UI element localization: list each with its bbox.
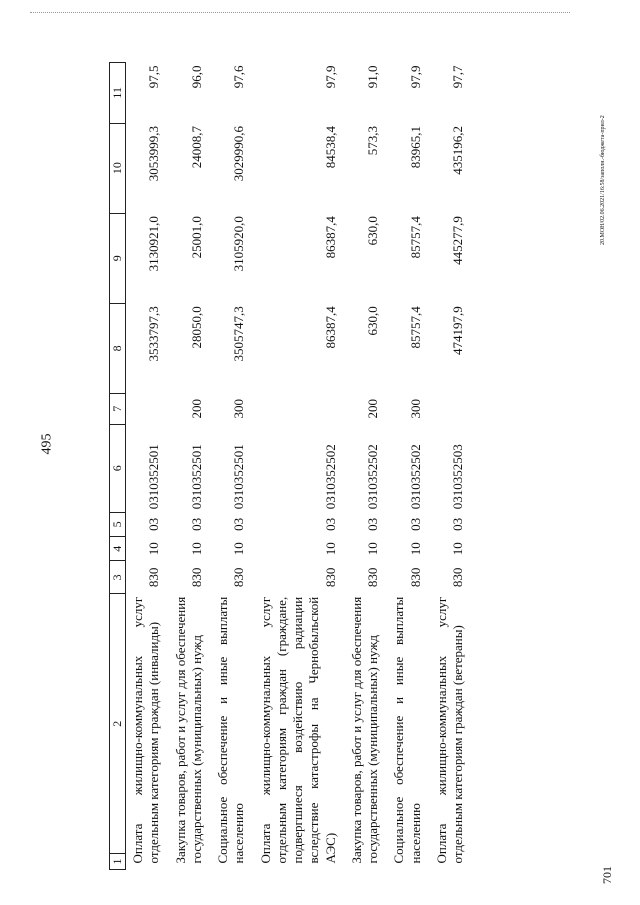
- header-cell: 8: [110, 303, 126, 393]
- row-name: Оплата жилищно-коммунальных услуг отдельным категориям граждан (ветераны): [433, 596, 465, 864]
- cell-value-8: 86387,4: [322, 306, 338, 349]
- header-row: [110, 63, 126, 870]
- cell-value-10: 84538,4: [322, 126, 338, 169]
- row-name: Социальное обеспечение и иные выплаты населению: [215, 596, 247, 864]
- header-cell: 9: [110, 213, 126, 303]
- cell-value-10: 83965,1: [407, 126, 423, 169]
- cell-percent: 96,0: [188, 65, 204, 89]
- cell-subsection: 03: [407, 517, 423, 531]
- cell-value-8: 474197,9: [450, 306, 465, 356]
- cell-expense-type: 300: [231, 399, 247, 419]
- header-cell: 6: [110, 424, 126, 512]
- cell-expense-type: [252, 393, 343, 424]
- cell-value-9: 86387,4: [322, 216, 338, 259]
- cell-percent: 97,6: [231, 65, 247, 89]
- cell-value-10: 24008,7: [188, 126, 204, 169]
- table-row: [167, 63, 210, 870]
- row-name: Оплата жилищно-коммунальных услуг отдельным категориям граждан (граждане, подвергшиеся воздействию радиации вследствие катастрофы на Чернобыльской АЭС): [257, 596, 338, 864]
- header-cell: 3: [110, 561, 126, 594]
- cell-target-article: 0310352502: [365, 444, 380, 510]
- cell-subsection: 03: [146, 517, 162, 531]
- cell-ministry: 830: [231, 567, 247, 588]
- table-row: [252, 63, 343, 870]
- corner-number: 701: [600, 866, 614, 884]
- cell-ministry: 830: [322, 567, 338, 588]
- table-row: [385, 63, 428, 870]
- cell-value-9: 25001,0: [188, 216, 204, 259]
- table-row: [428, 63, 471, 870]
- row-name: Закупка товаров, работ и услуг для обеспечения государственных (муниципальных) нужд: [348, 596, 380, 864]
- cell-value-10: 3029990,6: [231, 126, 247, 182]
- budget-table: [109, 62, 470, 870]
- cell-percent: 91,0: [365, 65, 380, 89]
- cell-value-8: 630,0: [365, 306, 380, 336]
- cell-expense-type: 300: [407, 399, 423, 419]
- cell-percent: 97,9: [407, 65, 423, 89]
- cell-target-article: 0310352501: [231, 444, 247, 510]
- cell-section: 10: [188, 542, 204, 556]
- header-cell: 7: [110, 393, 126, 424]
- row-name: Закупка товаров, работ и услуг для обеспечения государственных (муниципальных) нужд: [172, 596, 204, 864]
- cell-value-8: 3505747,3: [231, 306, 247, 362]
- cell-target-article: 0310352501: [146, 444, 162, 510]
- cell-ministry: 830: [188, 567, 204, 588]
- table-row: [209, 63, 252, 870]
- cell-ministry: 830: [450, 567, 465, 588]
- row-name: Социальное обеспечение и иные выплаты населению: [391, 596, 423, 864]
- cell-value-8: 28050,0: [188, 306, 204, 349]
- header-cell: 4: [110, 537, 126, 561]
- header-cell: 10: [110, 123, 126, 213]
- cell-ministry: 830: [407, 567, 423, 588]
- cell-target-article: 0310352502: [407, 444, 423, 510]
- table-row: [343, 63, 386, 870]
- cell-value-10: 3053999,3: [146, 126, 162, 182]
- cell-section: 10: [407, 542, 423, 556]
- row-name: Оплата жилищно-коммунальных услуг отдельным категориям граждан (инвалиды): [130, 596, 162, 864]
- cell-value-9: 3105920,0: [231, 216, 247, 272]
- cell-percent: 97,7: [450, 65, 465, 89]
- scan-noise-line: [30, 12, 570, 14]
- cell-value-9: 85757,4: [407, 216, 423, 259]
- cell-target-article: 0310352502: [322, 444, 338, 510]
- cell-expense-type: 200: [188, 399, 204, 419]
- header-cell: 5: [110, 512, 126, 536]
- cell-subsection: 03: [365, 517, 380, 531]
- cell-target-article: 0310352503: [450, 444, 465, 510]
- header-cell: 2: [110, 594, 126, 854]
- cell-percent: 97,9: [322, 65, 338, 89]
- cell-value-8: 3533797,3: [146, 306, 162, 362]
- cell-subsection: 03: [450, 517, 465, 531]
- cell-value-8: 85757,4: [407, 306, 423, 349]
- cell-section: 10: [365, 542, 380, 556]
- cell-expense-type: [126, 393, 167, 424]
- cell-subsection: 03: [322, 517, 338, 531]
- rotated-table-container: [109, 62, 589, 870]
- cell-target-article: 0310352501: [188, 444, 204, 510]
- cell-percent: 97,5: [146, 65, 162, 89]
- cell-value-9: 445277,9: [450, 216, 465, 265]
- cell-ministry: 830: [365, 567, 380, 588]
- page-number: 495: [39, 433, 55, 455]
- cell-expense-type: [428, 393, 471, 424]
- cell-value-10: 435196,2: [450, 126, 465, 175]
- cell-section: 10: [322, 542, 338, 556]
- header-cell: 11: [110, 63, 126, 124]
- cell-value-10: 573,3: [365, 126, 380, 156]
- cell-ministry: 830: [146, 567, 162, 588]
- cell-section: 10: [146, 542, 162, 556]
- cell-value-9: 3130921,0: [146, 216, 162, 272]
- cell-value-9: 630,0: [365, 216, 380, 246]
- cell-section: 10: [231, 542, 247, 556]
- cell-section: 10: [450, 542, 465, 556]
- table-row: [126, 63, 167, 870]
- cell-subsection: 03: [231, 517, 247, 531]
- cell-expense-type: 200: [365, 399, 380, 419]
- cell-subsection: 03: [188, 517, 204, 531]
- header-cell: 1: [110, 854, 126, 870]
- footer-text: 20.МОН/02.06.2021/16:58/заполн.-бюджета-прил-2: [600, 115, 606, 245]
